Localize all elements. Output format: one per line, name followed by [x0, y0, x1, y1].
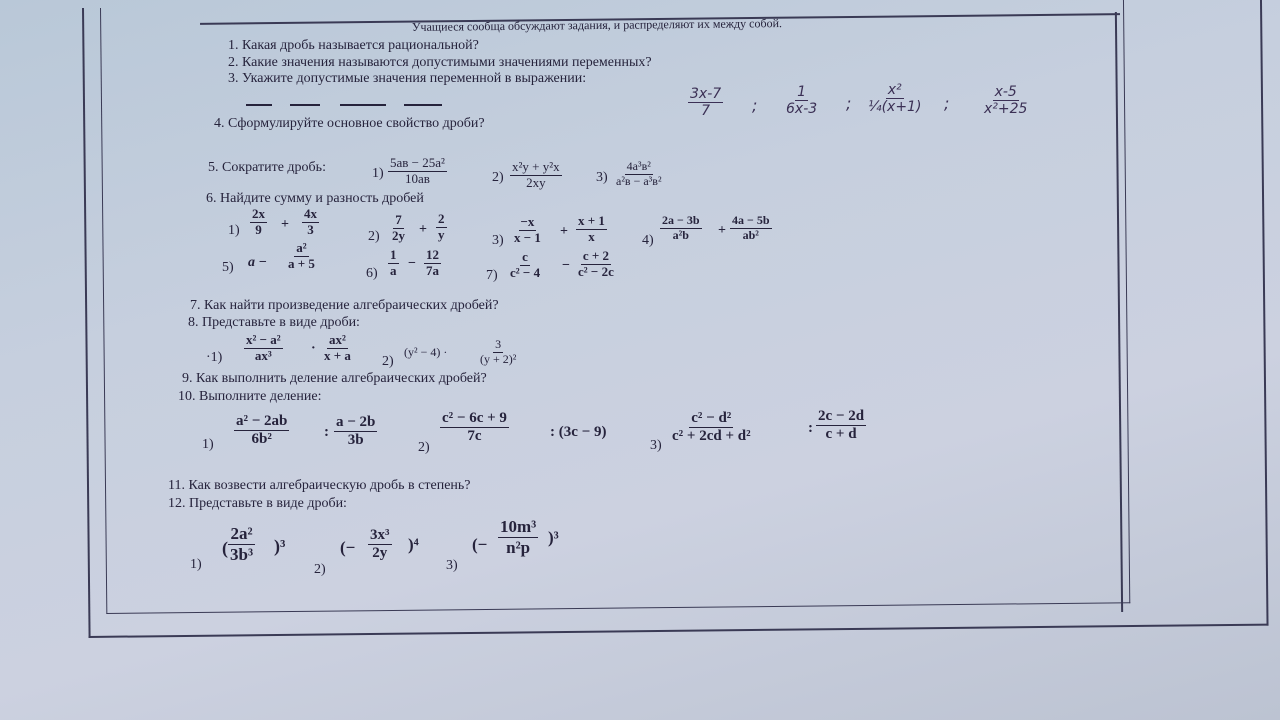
question-8: 8. Представьте в виде дроби:	[188, 315, 360, 330]
operator: +	[419, 222, 427, 237]
fraction: 5ав − 25a² 10ав	[390, 155, 445, 186]
fraction: $\frac{2c - 2d}{c + d}$	[818, 408, 865, 443]
item-number: 5)	[222, 260, 234, 275]
operator: −	[408, 256, 416, 271]
item-number: 3)	[446, 558, 458, 573]
fraction: $\frac{2a - 3b}{\text{a²b}}$	[662, 213, 700, 242]
fraction: $\frac{\text{10m³}}{\text{n²p}}$	[500, 517, 537, 557]
open-paren: (	[222, 538, 228, 558]
question-11: 11. Как возвести алгебраическую дробь в степень?	[168, 478, 471, 493]
answer-blank	[340, 104, 386, 106]
item-number: 2)	[382, 354, 394, 369]
question-12: 12. Представьте в виде дроби:	[168, 496, 347, 511]
operator: −	[562, 258, 570, 273]
item-number: 2)	[314, 562, 326, 577]
fraction: $\frac{-x}{x - 1}$	[514, 214, 541, 245]
fraction: $\frac{12}{7a}$	[426, 247, 439, 278]
fraction: $\frac{\text{x² − a²}}{\text{ax³}}$	[246, 332, 281, 363]
item-number: 1)	[228, 223, 240, 238]
question-6: 6. Найдите сумму и разность дробей	[206, 191, 424, 206]
item-number: 7)	[486, 268, 498, 283]
question-7: 7. Как найти произведение алгебраических дробей?	[190, 298, 499, 313]
fraction: $\frac{1}{a}$	[390, 247, 397, 278]
answer-blank	[246, 104, 272, 106]
handwritten-separator: ;	[846, 94, 852, 113]
operator: ·	[311, 341, 316, 356]
item-number: 6)	[366, 266, 378, 281]
question-5: 5. Сократите дробь:	[208, 160, 326, 175]
question-2: 2. Какие значения называются допустимыми значениями переменных?	[228, 55, 652, 70]
question-9: 9. Как выполнить деление алгебраических дробей?	[182, 371, 487, 386]
fraction: $\frac{2}{y}$	[438, 211, 445, 242]
fraction: $\frac{2x}{9}$	[252, 206, 265, 237]
expression-prefix: (y² − 4) ·	[404, 345, 448, 359]
close-paren-power: )³	[274, 536, 286, 556]
fraction: $\frac{\text{2a²}}{\text{3b³}}$	[230, 524, 254, 564]
fraction: $\frac{7}{2y}$	[392, 212, 405, 243]
question-3: 3. Укажите допустимые значения переменной в выражении:	[228, 71, 587, 86]
item-number: 1)	[190, 557, 202, 572]
operator: +	[560, 224, 568, 239]
close-paren-power: )⁴	[408, 535, 419, 554]
handwritten-fraction: $\frac{1}{6x-3}$	[786, 84, 818, 118]
answer-blank	[290, 104, 320, 106]
item-number: 2)	[492, 170, 504, 185]
operator: +	[718, 223, 726, 238]
expression-suffix: : (3c − 9)	[550, 424, 607, 440]
item-number: 3)	[492, 233, 504, 248]
fraction: $\frac{\text{c² − d²}}{\text{c² + 2cd + d²}}$	[672, 410, 751, 445]
fraction: $\frac{\text{ax²}}{x + a}$	[324, 332, 351, 363]
fraction: $\frac{\text{a² − 2ab}}{\text{6b²}}$	[236, 413, 288, 448]
open-paren: (−	[472, 535, 488, 554]
fraction: $\frac{c}{\text{c² − 4}}$	[510, 249, 541, 280]
fraction: $\frac{4a - 5b}{\text{ab²}}$	[732, 213, 770, 242]
fraction: $\frac{a - 2b}{3b}$	[336, 414, 376, 449]
item-number: 2)	[418, 440, 430, 455]
fraction: $\frac{\text{a²}}{a + 5}$	[288, 240, 315, 271]
close-paren-power: )³	[548, 528, 559, 547]
handwritten-fraction: $\frac{3x-7}{7}$	[690, 86, 722, 120]
fraction: $\frac{\text{x²y + y²x}}{2xy}$	[512, 159, 560, 190]
operator: +	[281, 217, 289, 232]
item-number: 1)	[202, 437, 214, 452]
fraction: $\frac{\text{3x³}}{2y}$	[370, 527, 390, 562]
expression-prefix: a −	[248, 255, 267, 270]
item-number: 1)	[372, 166, 384, 181]
item-number: ·1)	[206, 350, 223, 365]
page-header: Учащиеся сообща обсуждают задания, и распределяют их между собой.	[411, 16, 783, 34]
item-number: 4)	[642, 233, 654, 248]
question-4: 4. Сформулируйте основное свойство дроби?	[214, 116, 485, 131]
handwritten-fraction: $\frac{x-5}{\text{x²+25}}$	[984, 84, 1028, 118]
fraction: $\frac{4x}{3}$	[304, 206, 317, 237]
answer-blank	[404, 104, 442, 106]
operator: :	[808, 420, 813, 436]
fraction: $\frac{x + 1}{x}$	[578, 213, 605, 244]
operator: :	[324, 424, 329, 440]
fraction: 4a³в² a²в − a³в²	[616, 159, 662, 188]
handwritten-separator: ;	[752, 96, 758, 115]
fraction: $\frac{\text{c² − 6c + 9}}{7c}$	[442, 410, 507, 445]
handwritten-separator: ;	[944, 94, 950, 113]
item-number: 3)	[596, 170, 608, 185]
fraction: $\frac{3}{\text{(y + 2)²}}$	[480, 337, 517, 366]
question-1: 1. Какая дробь называется рациональной?	[228, 38, 479, 53]
item-number: 3)	[650, 438, 662, 453]
question-10: 10. Выполните деление:	[178, 389, 322, 404]
fraction: $\frac{c + 2}{\text{c² − 2c}}$	[578, 248, 614, 279]
open-paren: (−	[340, 538, 356, 557]
handwritten-fraction: $\frac{\text{x²}}{\text{¼(x+1)}}$	[868, 82, 922, 116]
item-number: 2)	[368, 229, 380, 244]
